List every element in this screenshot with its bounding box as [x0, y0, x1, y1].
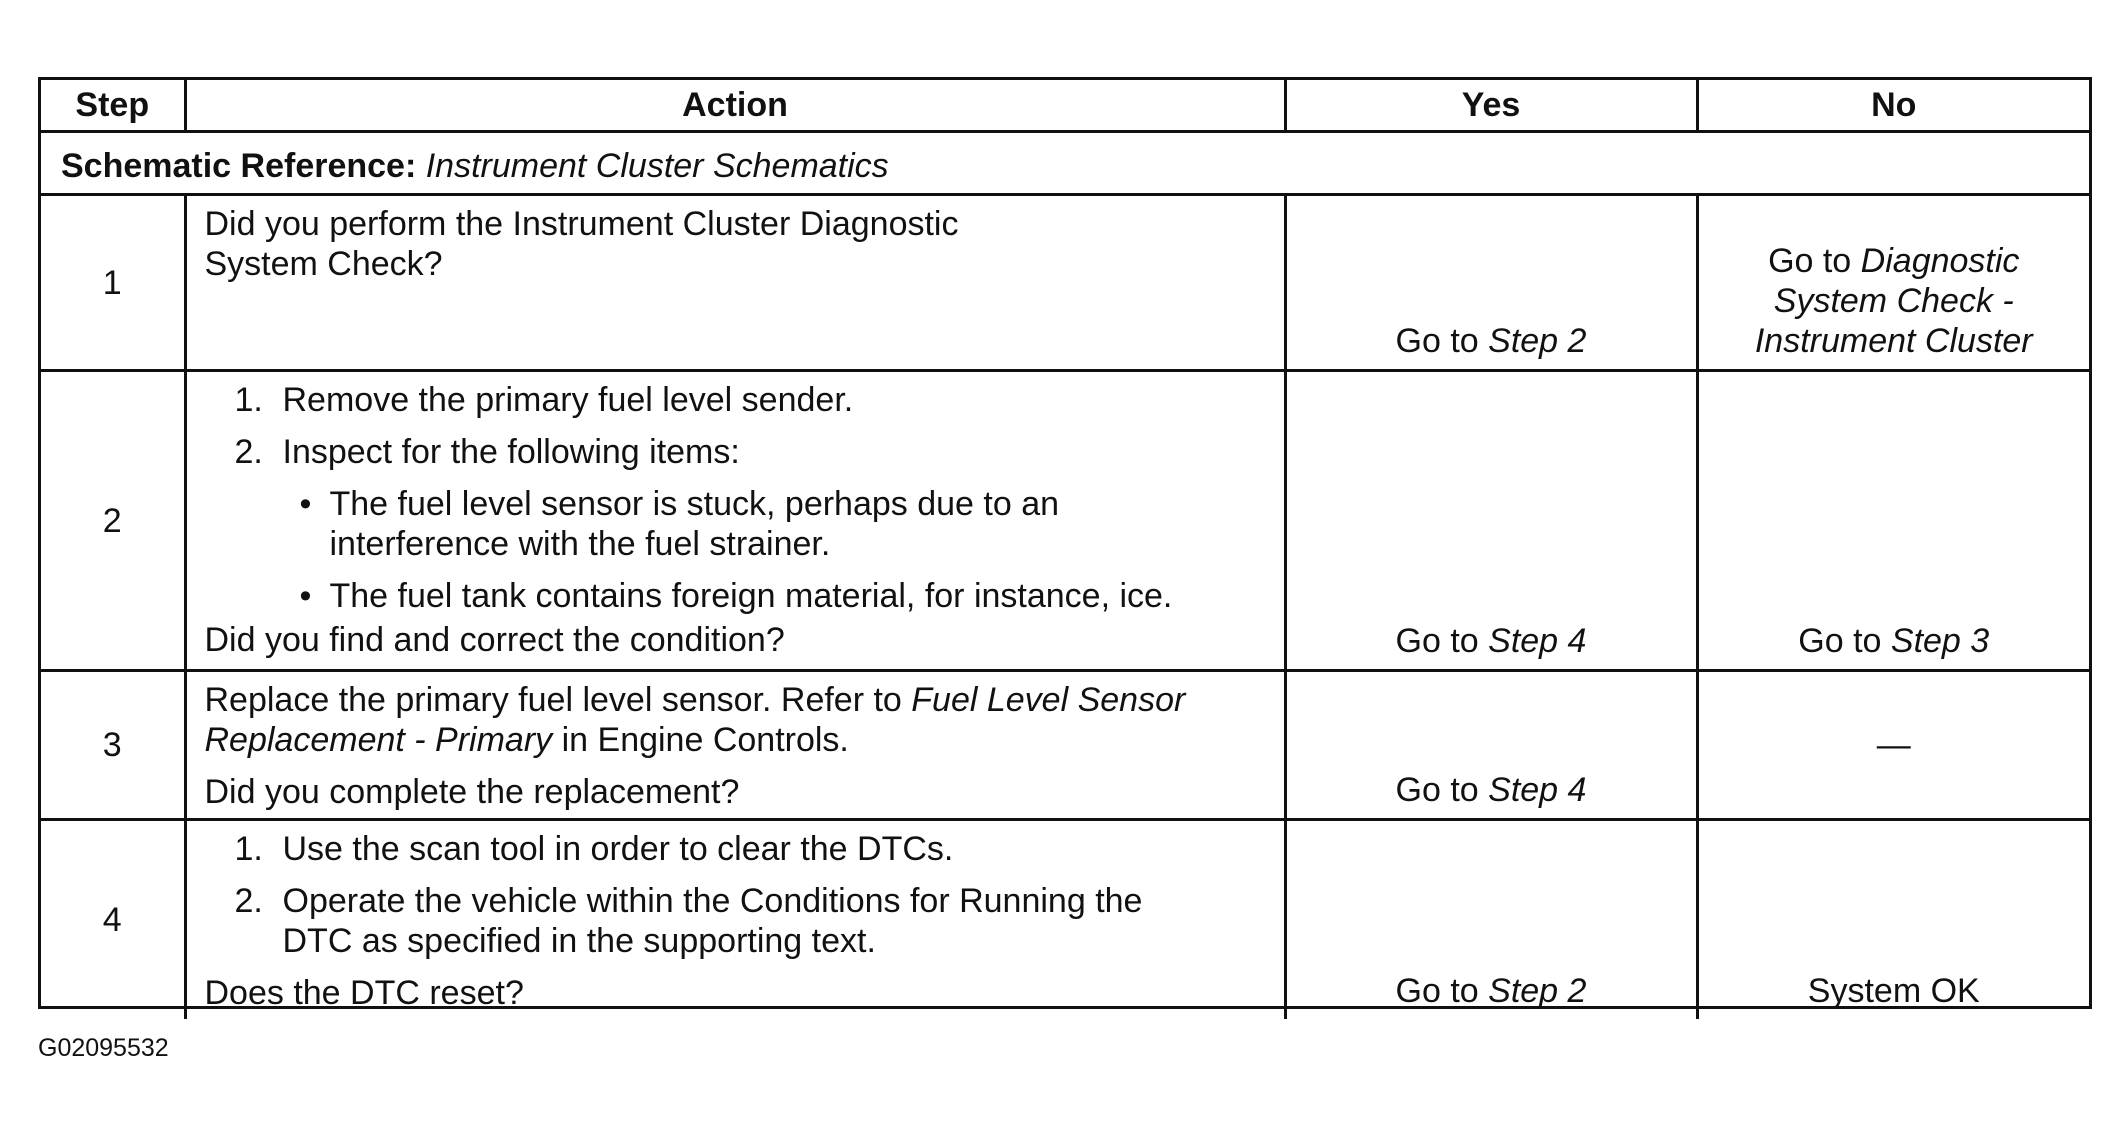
reference-link[interactable]: Replacement - Primary	[204, 721, 553, 759]
schematic-reference	[41, 132, 2089, 195]
list-number: 1.	[234, 381, 263, 419]
action-cell	[185, 671, 1285, 820]
action-cell	[185, 371, 1285, 671]
yes-cell	[1285, 671, 1697, 820]
table-row	[41, 820, 2089, 1020]
yes-step-link[interactable]: Step 4	[1488, 622, 1587, 660]
schematic-reference-label: Schematic Reference:	[61, 147, 417, 185]
bullet-item	[205, 484, 1266, 564]
header-step: Step	[41, 80, 185, 132]
yes-cell	[1285, 820, 1697, 1020]
step-number: 4	[41, 820, 185, 1020]
yes-prefix: Go to	[1395, 322, 1489, 360]
no-cell	[1697, 195, 2089, 371]
no-link[interactable]: Instrument Cluster	[1754, 322, 2033, 360]
reference-link[interactable]: Fuel Level Sensor	[911, 681, 1186, 719]
bullet-text: The fuel level sensor is stuck, perhaps due to an	[329, 485, 1060, 523]
no-link[interactable]: Diagnostic	[1860, 242, 2020, 280]
action-text: System Check?	[204, 245, 443, 283]
table-row	[41, 371, 2089, 671]
list-item	[205, 380, 1266, 420]
yes-cell	[1285, 371, 1697, 671]
schematic-reference-link[interactable]: Instrument Cluster Schematics	[425, 147, 889, 185]
no-link[interactable]: System Check -	[1773, 282, 2014, 320]
step-number: 3	[41, 671, 185, 820]
list-text: Operate the vehicle within the Conditions for Running the	[282, 882, 1143, 920]
question-text: Does the DTC reset?	[204, 974, 524, 1012]
question-text: Did you find and correct the condition?	[204, 621, 785, 659]
header-yes: Yes	[1285, 80, 1697, 132]
yes-prefix: Go to	[1395, 622, 1489, 660]
no-step-link[interactable]: Step 3	[1890, 622, 1990, 660]
header-action: Action	[185, 80, 1285, 132]
list-text: Inspect for the following items:	[282, 433, 740, 471]
step-number: 2	[41, 371, 185, 671]
list-text: Use the scan tool in order to clear the DTCs.	[282, 830, 954, 868]
list-text: DTC as specified in the supporting text.	[282, 922, 876, 960]
action-text: Replace the primary fuel level sensor. Refer to	[204, 681, 912, 719]
diagnostic-table	[41, 80, 2089, 1019]
no-prefix: Go to	[1768, 242, 1861, 280]
action-text: Did you perform the Instrument Cluster Diagnostic	[204, 205, 959, 243]
action-text: in Engine Controls.	[552, 721, 849, 759]
no-cell: —	[1697, 671, 2089, 820]
no-prefix: Go to	[1798, 622, 1891, 660]
step-number: 1	[41, 195, 185, 371]
list-item	[205, 432, 1266, 472]
list-number: 1.	[234, 830, 263, 868]
bullet-text: The fuel tank contains foreign material, for instance, ice.	[329, 577, 1173, 615]
list-item	[205, 829, 1266, 869]
yes-prefix: Go to	[1395, 771, 1489, 809]
question-text: Did you complete the replacement?	[204, 773, 740, 811]
table-row	[41, 195, 2089, 371]
list-item	[205, 881, 1266, 961]
schematic-reference-row	[41, 132, 2089, 195]
list-text: Remove the primary fuel level sender.	[282, 381, 854, 419]
yes-cell	[1285, 195, 1697, 371]
figure-code: G02095532	[38, 1034, 169, 1062]
action-cell	[185, 195, 1285, 371]
yes-prefix: Go to	[1395, 972, 1489, 1010]
bullet-icon: •	[299, 485, 312, 523]
table-row	[41, 671, 2089, 820]
bullet-item	[205, 576, 1266, 616]
no-cell: System OK	[1697, 820, 2089, 1020]
yes-step-link[interactable]: Step 2	[1488, 322, 1587, 360]
list-number: 2.	[234, 433, 263, 471]
no-cell	[1697, 371, 2089, 671]
diagnostic-table-frame	[38, 77, 2092, 1012]
list-number: 2.	[234, 882, 263, 920]
bullet-icon: •	[299, 577, 312, 615]
bullet-text: interference with the fuel strainer.	[329, 525, 831, 563]
header-no: No	[1697, 80, 2089, 132]
yes-step-link[interactable]: Step 4	[1488, 771, 1587, 809]
yes-step-link[interactable]: Step 2	[1488, 972, 1587, 1010]
header-row	[41, 80, 2089, 132]
action-cell	[185, 820, 1285, 1020]
